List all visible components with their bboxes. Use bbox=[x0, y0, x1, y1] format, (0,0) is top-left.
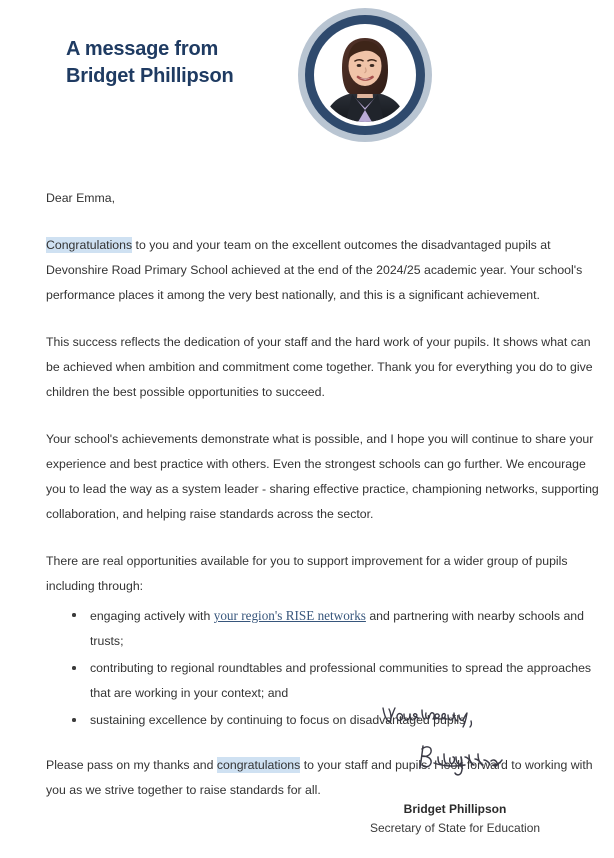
paragraph-3: Your school's achievements demonstrate what is possible, and I hope you will continue to share your experience and best practice with others. Even the strongest schools can go further. We encourage you to lead the way as a system leader - sharing effective practice, championing networks, supporting collaboration, and helping raise standards across the sector. bbox=[46, 432, 599, 521]
avatar bbox=[298, 8, 432, 142]
list-item bbox=[46, 603, 602, 654]
list-item-text-before: contributing to regional roundtables and professional communities to spread the approaches that are working in your context; and bbox=[90, 661, 592, 700]
list-item bbox=[46, 656, 602, 706]
paragraph-1 bbox=[46, 233, 602, 308]
signer-name: Bridget Phillipson bbox=[403, 802, 507, 816]
letter-header bbox=[0, 0, 614, 170]
salutation: Dear Emma, bbox=[46, 191, 116, 205]
bullet-dot-icon bbox=[72, 718, 76, 722]
bullet-dot-icon bbox=[72, 666, 76, 670]
paragraph-4: There are real opportunities available for you to support improvement for a wider group of pupils including through: bbox=[46, 554, 568, 593]
merge-field-congratulations: Congratulations bbox=[46, 238, 133, 252]
page-title-line-1: A message from bbox=[66, 38, 219, 60]
page-title-line-2: Bridget Phillipson bbox=[66, 65, 234, 87]
paragraph-5-after: to your staff and pupils. I look forward to working with you as we strive together to raise standards for all. bbox=[46, 758, 593, 797]
handwritten-closing bbox=[380, 702, 500, 736]
paragraph-1-rest: to you and your team on the excellent outcomes the disadvantaged pupils at Devonshire Road Primary School achieved at the end of the 2024/25 academic year. Your school's performance places it among the very best nationally, and this is a significant achievement. bbox=[46, 238, 583, 302]
signature-block bbox=[330, 700, 580, 850]
list-item-text-before: sustaining excellence by continuing to focus on disadvantaged pupils bbox=[90, 713, 466, 727]
paragraph-5-before: Please pass on my thanks and bbox=[46, 758, 217, 772]
list-item-text-after: and partnering with nearby schools and trusts; bbox=[90, 609, 584, 648]
avatar-photo bbox=[318, 28, 412, 122]
signature-name-block bbox=[330, 800, 580, 838]
paragraph-2: This success reflects the dedication of your staff and the hard work of your pupils. It shows what can be achieved when ambition and commitment come together. Thank you for everything you do to give children the best possible opportunities to succeed. bbox=[46, 335, 593, 399]
rise-networks-link[interactable]: your region's RISE networks bbox=[213, 608, 366, 623]
handwritten-signature bbox=[418, 740, 528, 782]
merge-field-congratulations-lower: congratulations bbox=[216, 758, 301, 772]
page-title bbox=[66, 36, 306, 90]
list-item-text-before: engaging actively with bbox=[90, 609, 214, 623]
bullet-dot-icon bbox=[72, 613, 76, 617]
signer-role: Secretary of State for Education bbox=[369, 821, 541, 835]
